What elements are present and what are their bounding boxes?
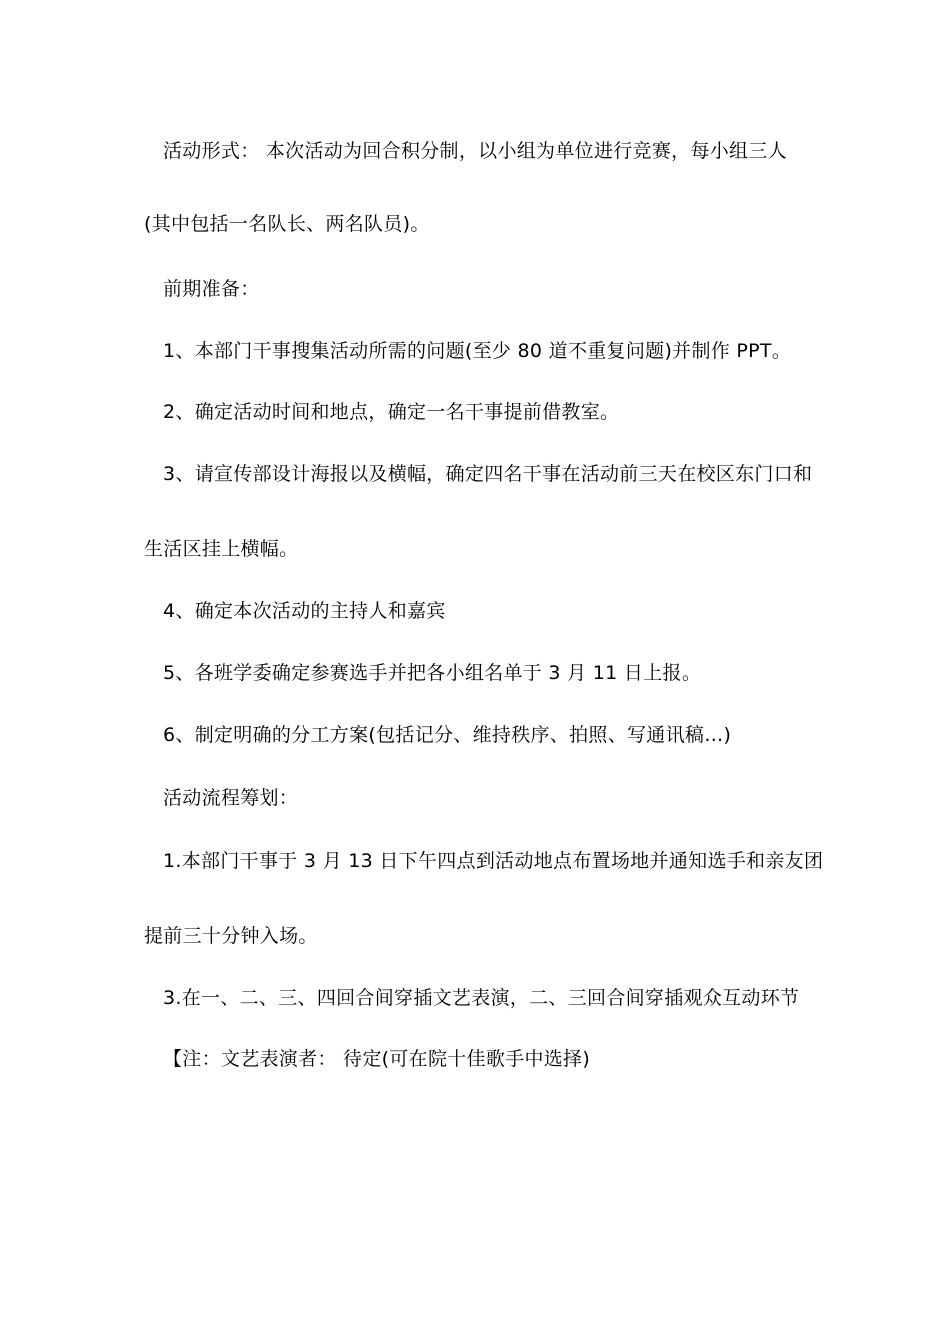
preparation-item-1: 1、本部门干事搜集活动所需的问题(至少 80 道不重复问题)并制作 PPT。 (163, 340, 792, 362)
activity-format-continuation: (其中包括一名队长、两名队员)。 (144, 213, 430, 235)
process-item-3: 3.在一、二、三、四回合间穿插文艺表演，二、三回合间穿插观众互动环节 (163, 987, 800, 1009)
preparation-item-4: 4、确定本次活动的主持人和嘉宾 (163, 600, 446, 622)
preparation-item-6: 6、制定明确的分工方案(包括记分、维持秩序、拍照、写通讯稿…) (163, 724, 732, 746)
activity-format-line: 活动形式： 本次活动为回合积分制，以小组为单位进行竞赛，每小组三人 (163, 140, 787, 162)
preparation-item-3-continuation: 生活区挂上横幅。 (144, 538, 299, 560)
preparation-item-5: 5、各班学委确定参赛选手并把各小组名单于 3 月 11 日上报。 (163, 662, 702, 684)
process-item-1-continuation: 提前三十分钟入场。 (144, 925, 318, 947)
preparation-heading: 前期准备： (163, 278, 260, 300)
preparation-item-2: 2、确定活动时间和地点，确定一名干事提前借教室。 (163, 401, 620, 423)
process-heading: 活动流程筹划： (163, 787, 299, 809)
process-item-1: 1.本部门干事于 3 月 13 日下午四点到活动地点布置场地并通知选手和亲友团 (163, 850, 824, 872)
preparation-item-3: 3、请宣传部设计海报以及横幅，确定四名干事在活动前三天在校区东门口和 (163, 463, 813, 485)
performer-note: 【注：文艺表演者： 待定(可在院十佳歌手中选择) (163, 1048, 591, 1070)
